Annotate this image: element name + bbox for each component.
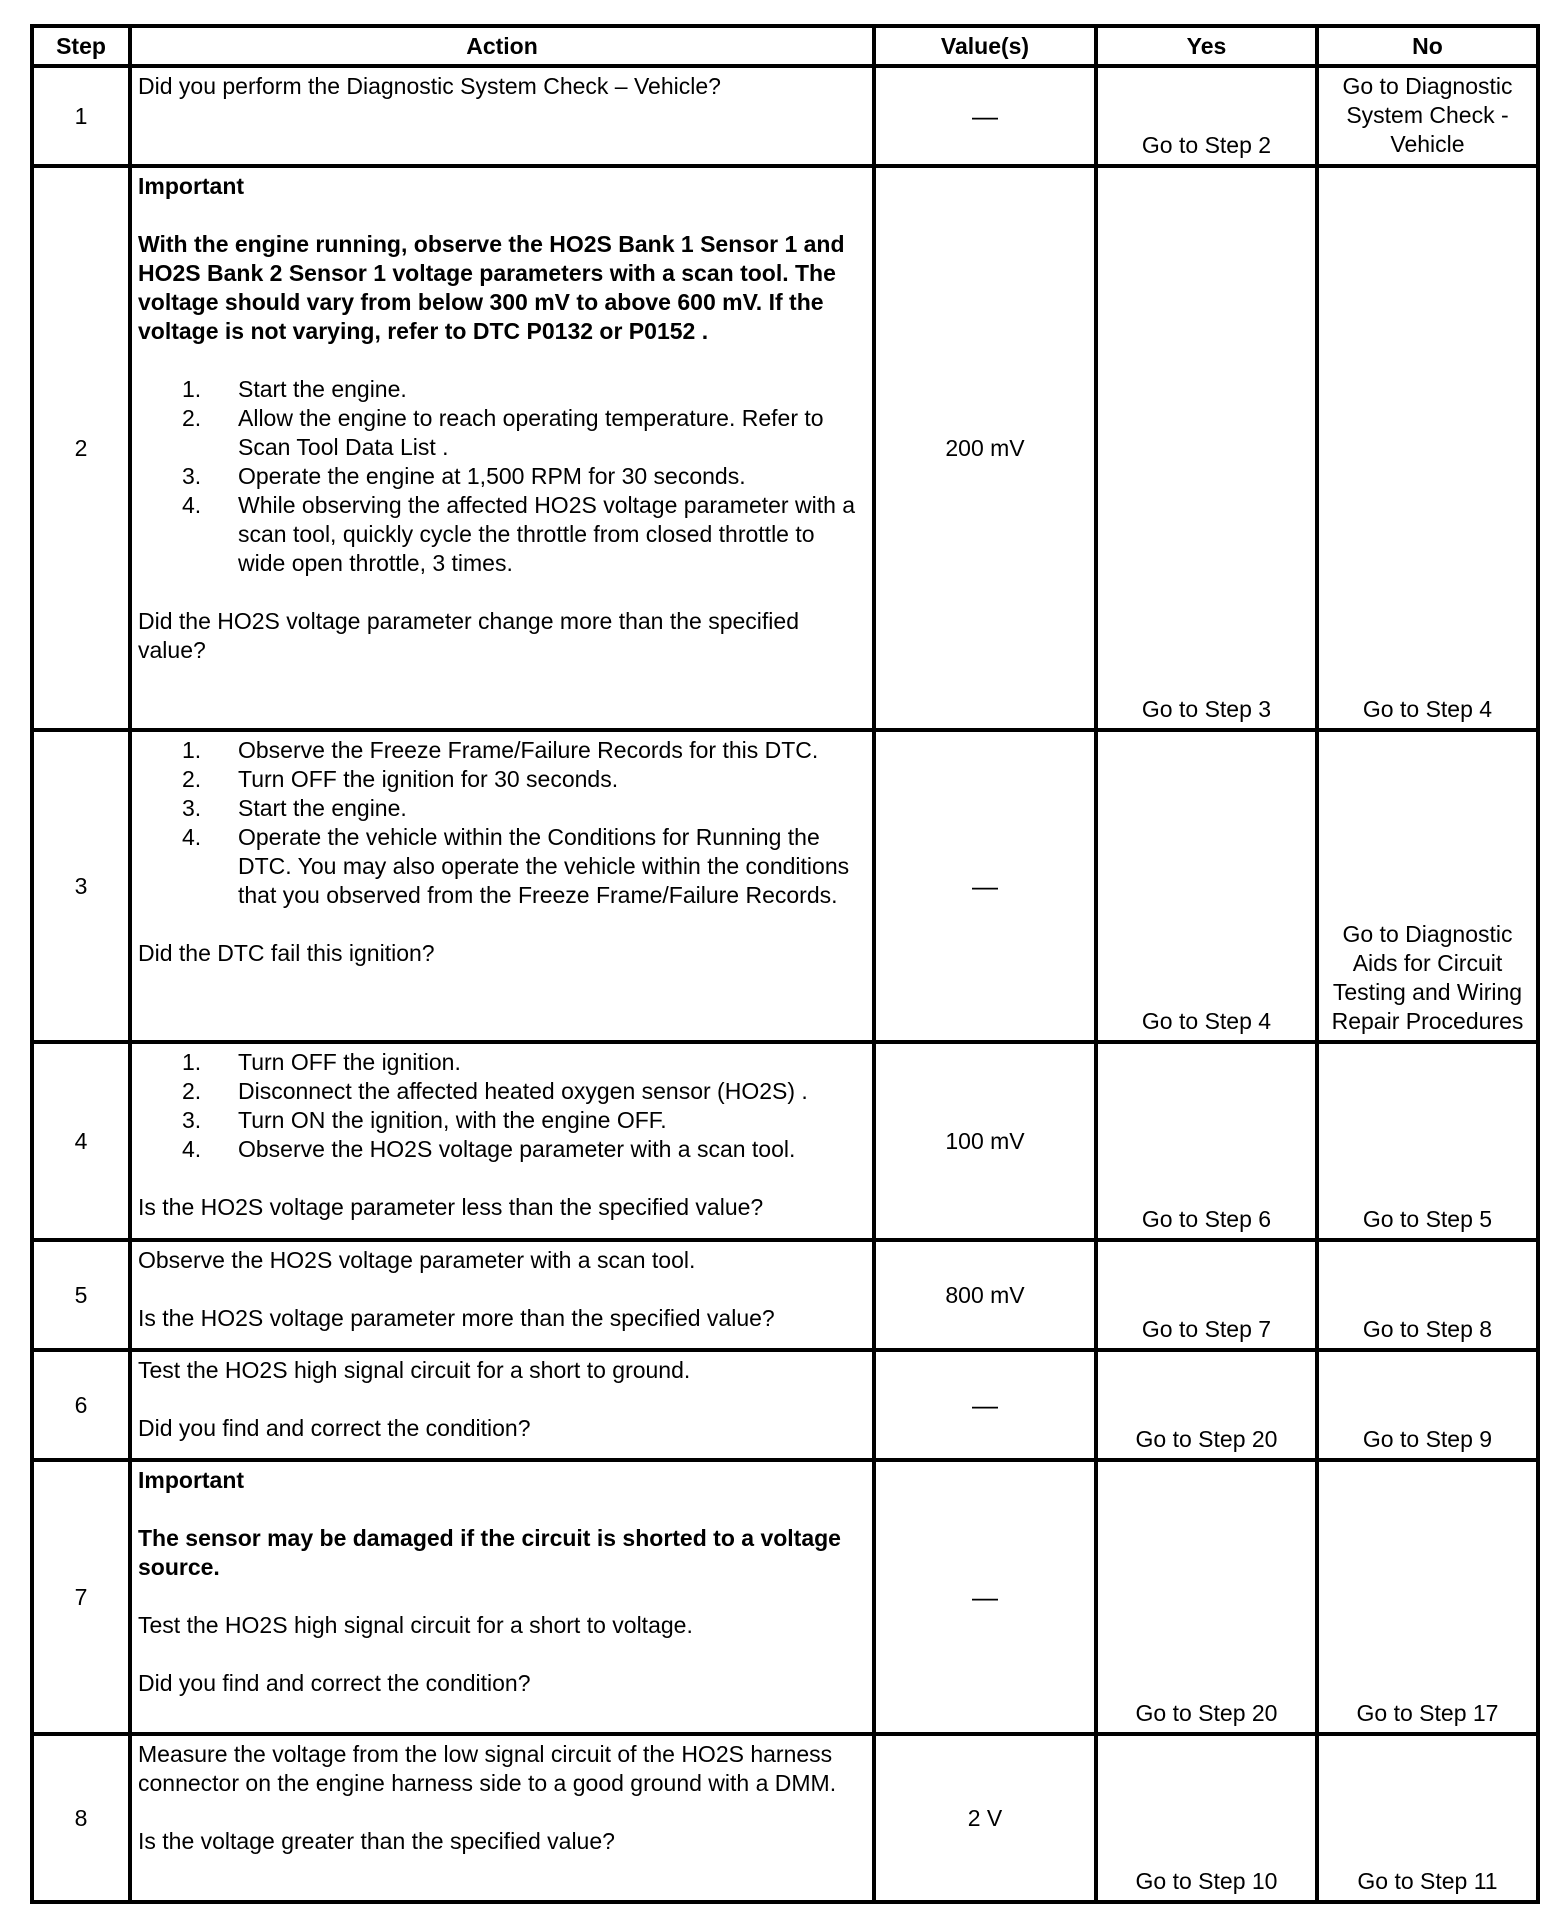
table-row xyxy=(32,166,1538,730)
no-cell: Go to Step 4 xyxy=(1317,166,1538,730)
action-cell xyxy=(130,1240,874,1350)
action-text: Test the HO2S high signal circuit for a short to ground. xyxy=(138,1357,691,1383)
step-number: 3 xyxy=(32,730,130,1042)
table-row xyxy=(32,730,1538,1042)
yes-cell: Go to Step 2 xyxy=(1096,66,1317,166)
question-text: Did the DTC fail this ignition? xyxy=(138,940,435,966)
list-item: 2. Turn OFF the ignition for 30 seconds. xyxy=(182,766,619,792)
value-cell: 800 mV xyxy=(874,1240,1096,1350)
no-cell: Go to Diagnostic Aids for Circuit Testing and Wiring Repair Procedures xyxy=(1317,730,1538,1042)
action-text: Did you perform the Diagnostic System Check – Vehicle? xyxy=(138,73,721,99)
list-item: 4. While observing the affected HO2S voltage parameter with a scan tool, quickly cycle the throttle from closed throttle to wide open throttle, 3 times. xyxy=(182,492,856,576)
action-text: Observe the HO2S voltage parameter with a scan tool. xyxy=(138,1247,696,1273)
question-text: Is the voltage greater than the specified value? xyxy=(138,1828,615,1854)
list-item: 3. Turn ON the ignition, with the engine OFF. xyxy=(182,1107,667,1133)
yes-cell: Go to Step 20 xyxy=(1096,1350,1317,1460)
yes-cell: Go to Step 4 xyxy=(1096,730,1317,1042)
question-text: Is the HO2S voltage parameter less than the specified value? xyxy=(138,1194,764,1220)
no-cell: Go to Step 5 xyxy=(1317,1042,1538,1240)
list-item: 2. Allow the engine to reach operating temperature. Refer to Scan Tool Data List . xyxy=(182,405,824,460)
header-action: Action xyxy=(130,26,874,66)
list-item: 3. Operate the engine at 1,500 RPM for 30 seconds. xyxy=(182,463,746,489)
procedure-list xyxy=(138,375,866,578)
table-row xyxy=(32,1460,1538,1734)
no-cell: Go to Diagnostic System Check - Vehicle xyxy=(1317,66,1538,166)
header-yes: Yes xyxy=(1096,26,1317,66)
list-item: 1. Start the engine. xyxy=(182,376,407,402)
header-no: No xyxy=(1317,26,1538,66)
no-cell: Go to Step 9 xyxy=(1317,1350,1538,1460)
value-cell: — xyxy=(874,1350,1096,1460)
list-item: 2. Disconnect the affected heated oxygen sensor (HO2S) . xyxy=(182,1078,808,1104)
table-row xyxy=(32,1734,1538,1902)
action-cell xyxy=(130,66,874,166)
list-item: 3. Start the engine. xyxy=(182,795,407,821)
yes-cell: Go to Step 6 xyxy=(1096,1042,1317,1240)
no-cell: Go to Step 11 xyxy=(1317,1734,1538,1902)
question-text: Is the HO2S voltage parameter more than the specified value? xyxy=(138,1305,775,1331)
list-item: 4. Operate the vehicle within the Conditions for Running the DTC. You may also operate the vehicle within the conditions that you observed from the Freeze Frame/Failure Records. xyxy=(182,824,850,908)
value-cell: 200 mV xyxy=(874,166,1096,730)
list-item: 1. Observe the Freeze Frame/Failure Records for this DTC. xyxy=(182,737,819,763)
value-cell: — xyxy=(874,66,1096,166)
list-item: 4. Observe the HO2S voltage parameter with a scan tool. xyxy=(182,1136,796,1162)
step-number: 4 xyxy=(32,1042,130,1240)
procedure-list xyxy=(138,736,866,910)
value-cell: 2 V xyxy=(874,1734,1096,1902)
step-number: 6 xyxy=(32,1350,130,1460)
important-text: The sensor may be damaged if the circuit is shorted to a voltage source. xyxy=(138,1525,841,1580)
question-text: Did the HO2S voltage parameter change more than the specified value? xyxy=(138,608,799,663)
value-cell: 100 mV xyxy=(874,1042,1096,1240)
procedure-list xyxy=(138,1048,866,1164)
header-row xyxy=(32,26,1538,66)
table-row xyxy=(32,66,1538,166)
diagnostic-table xyxy=(30,24,1540,1904)
question-text: Did you find and correct the condition? xyxy=(138,1670,531,1696)
question-text: Did you find and correct the condition? xyxy=(138,1415,531,1441)
no-cell: Go to Step 17 xyxy=(1317,1460,1538,1734)
action-cell xyxy=(130,1460,874,1734)
step-number: 8 xyxy=(32,1734,130,1902)
important-label: Important xyxy=(138,173,245,199)
yes-cell: Go to Step 3 xyxy=(1096,166,1317,730)
yes-cell: Go to Step 10 xyxy=(1096,1734,1317,1902)
action-text: Measure the voltage from the low signal circuit of the HO2S harness connector on the engine harness side to a good ground with a DMM. xyxy=(138,1741,837,1796)
action-text: Test the HO2S high signal circuit for a short to voltage. xyxy=(138,1612,693,1638)
important-text: With the engine running, observe the HO2S Bank 1 Sensor 1 and HO2S Bank 2 Sensor 1 voltage parameters with a scan tool. The voltage should vary from below 300 mV to above 600 mV. If the voltage is not varying, refer to DTC P0132 or P0152 . xyxy=(138,231,845,344)
action-cell xyxy=(130,1350,874,1460)
action-cell xyxy=(130,1042,874,1240)
yes-cell: Go to Step 7 xyxy=(1096,1240,1317,1350)
important-label: Important xyxy=(138,1467,245,1493)
step-number: 7 xyxy=(32,1460,130,1734)
step-number: 1 xyxy=(32,66,130,166)
table-row xyxy=(32,1350,1538,1460)
header-step: Step xyxy=(32,26,130,66)
action-cell xyxy=(130,166,874,730)
list-item: 1. Turn OFF the ignition. xyxy=(182,1049,461,1075)
header-values: Value(s) xyxy=(874,26,1096,66)
step-number: 5 xyxy=(32,1240,130,1350)
action-cell xyxy=(130,730,874,1042)
step-number: 2 xyxy=(32,166,130,730)
table-row xyxy=(32,1240,1538,1350)
value-cell: — xyxy=(874,730,1096,1042)
action-cell xyxy=(130,1734,874,1902)
table-row xyxy=(32,1042,1538,1240)
no-cell: Go to Step 8 xyxy=(1317,1240,1538,1350)
yes-cell: Go to Step 20 xyxy=(1096,1460,1317,1734)
value-cell: — xyxy=(874,1460,1096,1734)
